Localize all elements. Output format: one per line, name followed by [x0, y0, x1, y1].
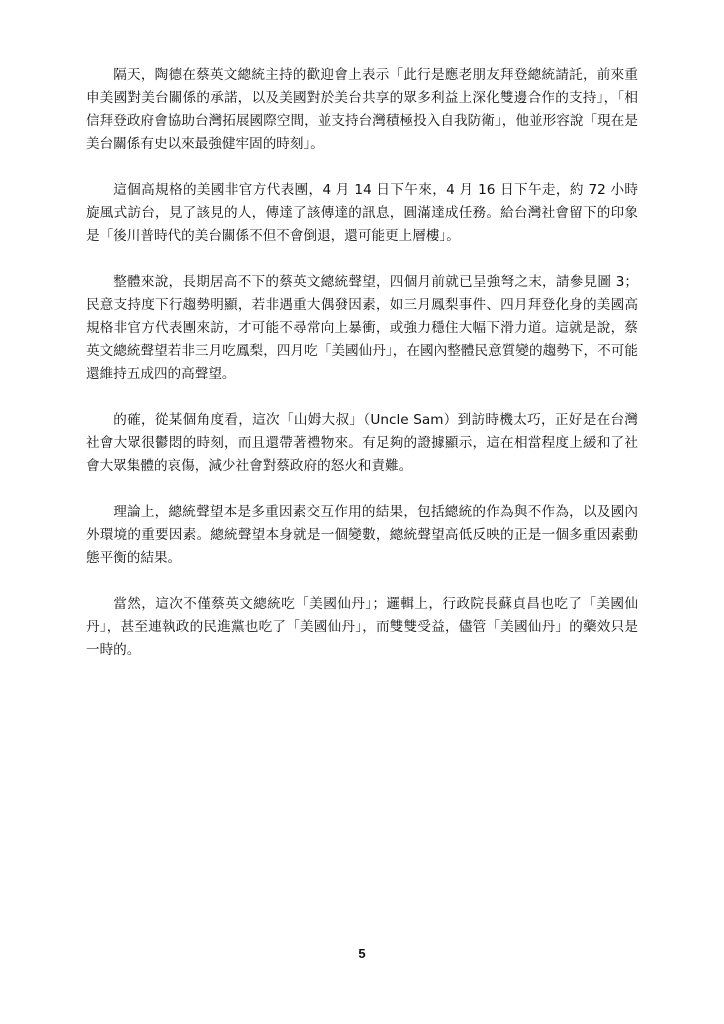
- document-body: [86, 64, 638, 685]
- paragraph-2: 這個高規格的美國非官方代表團，4 月 14 日下午來，4 月 16 日下午走，約 72 小時旋風式訪台，見了該見的人，傳達了該傳達的訊息，圓滿達成任務。給台灣社會留下的印象是「後川普時代的美台關係不但不會倒退，還可能更上層樓」。: [86, 182, 638, 244]
- paragraph-6: 當然，這次不僅蔡英文總統吃「美國仙丹」；邏輯上，行政院長蘇貞昌也吃了「美國仙丹」，甚至連執政的民進黨也吃了「美國仙丹」，而雙雙受益，儘管「美國仙丹」的藥效只是一時的。: [86, 596, 638, 658]
- paragraph-4: 的確，從某個角度看，這次「山姆大叔」（Uncle Sam）到訪時機太巧，正好是在台灣社會大眾很鬱悶的時刻，而且還帶著禮物來。有足夠的證據顯示，這在相當程度上緩和了社會大眾集體的哀傷，減少社會對蔡政府的怒火和責難。: [86, 412, 638, 474]
- page-number: 5: [358, 946, 366, 961]
- paragraph-5: 理論上，總統聲望本是多重因素交互作用的結果，包括總統的作為與不作為，以及國內外環境的重要因素。總統聲望本身就是一個變數，總統聲望高低反映的正是一個多重因素動態平衡的結果。: [86, 504, 638, 566]
- paragraph-1: 隔天，陶德在蔡英文總統主持的歡迎會上表示「此行是應老朋友拜登總統請託，前來重申美國對美台關係的承諾，以及美國對於美台共享的眾多利益上深化雙邊合作的支持」，「相信拜登政府會協助台灣拓展國際空間，並支持台灣積極投入自我防衛」，他並形容說「現在是美台關係有史以來最強健牢固的時刻」。: [86, 67, 638, 152]
- paragraph-3: 整體來說，長期居高不下的蔡英文總統聲望，四個月前就已呈強弩之末，請參見圖 3；民意支持度下行趨勢明顯，若非遇重大偶發因素，如三月鳳梨事件、四月拜登化身的美國高規格非官方代表團來訪，才可能不尋常向上暴衝，或強力穩住大幅下滑力道。這就是說，蔡英文總統聲望若非三月吃鳳梨，四月吃「美國仙丹」，在國內整體民意質變的趨勢下，不可能還維持五成四的高聲望。: [86, 274, 638, 382]
